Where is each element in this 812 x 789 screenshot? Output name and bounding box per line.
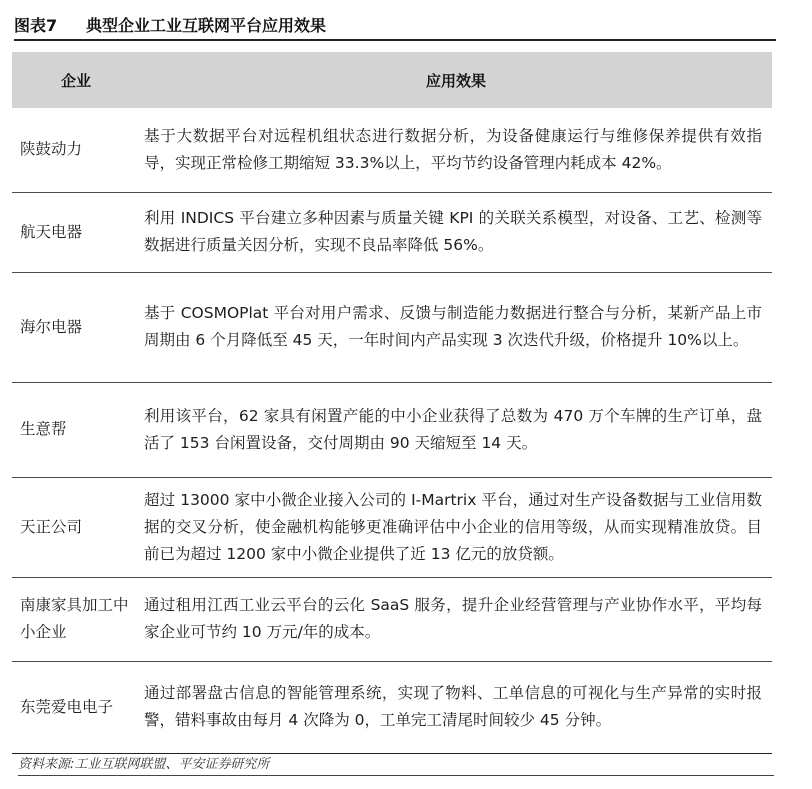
effect-cell: 基于 COSMOPlat 平台对用户需求、反馈与制造能力数据进行整合与分析，某新产品上市周期由 6 个月降低至 45 天，一年时间内产品实现 3 次迭代升级，价格提升 10%以上。	[140, 272, 772, 382]
table-row	[12, 577, 772, 661]
table-row	[12, 382, 772, 477]
table-row	[12, 477, 772, 577]
table-row	[12, 108, 772, 192]
table-row	[12, 192, 772, 272]
company-cell: 航天电器	[12, 192, 140, 272]
table-header-row	[12, 52, 772, 108]
company-cell: 东莞爱电电子	[12, 661, 140, 753]
company-cell: 海尔电器	[12, 272, 140, 382]
effect-cell: 基于大数据平台对远程机组状态进行数据分析，为设备健康运行与维修保养提供有效指导，实现正常检修工期缩短 33.3%以上，平均节约设备管理内耗成本 42%。	[140, 108, 772, 192]
company-cell: 生意帮	[12, 382, 140, 477]
effects-table	[12, 52, 772, 754]
table-row	[12, 661, 772, 753]
effect-cell: 通过部署盘古信息的智能管理系统，实现了物料、工单信息的可视化与生产异常的实时报警，错料事故由每月 4 次降为 0，工单完工清尾时间较少 45 分钟。	[140, 661, 772, 753]
table-row	[12, 272, 772, 382]
source-note: 资料来源:工业互联网联盟、平安证券研究所	[18, 755, 774, 776]
company-cell: 南康家具加工中小企业	[12, 577, 140, 661]
header-effect: 应用效果	[140, 52, 772, 108]
company-cell: 天正公司	[12, 477, 140, 577]
company-cell: 陕鼓动力	[12, 108, 140, 192]
figure-title: 典型企业工业互联网平台应用效果	[86, 16, 327, 35]
effect-cell: 利用 INDICS 平台建立多种因素与质量关键 KPI 的关联关系模型，对设备、工艺、检测等数据进行质量关因分析，实现不良品率降低 56%。	[140, 192, 772, 272]
effect-cell: 通过租用江西工业云平台的云化 SaaS 服务，提升企业经营管理与产业协作水平，平均每家企业可节约 10 万元/年的成本。	[140, 577, 772, 661]
header-company: 企业	[12, 52, 140, 108]
effect-cell: 利用该平台，62 家具有闲置产能的中小企业获得了总数为 470 万个车牌的生产订单，盘活了 153 台闲置设备，交付周期由 90 天缩短至 14 天。	[140, 382, 772, 477]
effect-cell: 超过 13000 家中小微企业接入公司的 I-Martrix 平台，通过对生产设备数据与工业信用数据的交叉分析，使金融机构能够更准确评估中小企业的信用等级，从而实现精准放贷。目前已为超过 1200 家中小微企业提供了近 13 亿元的放贷额。	[140, 477, 772, 577]
figure-title-bar	[14, 13, 776, 41]
figure-number: 图表7	[14, 16, 58, 35]
